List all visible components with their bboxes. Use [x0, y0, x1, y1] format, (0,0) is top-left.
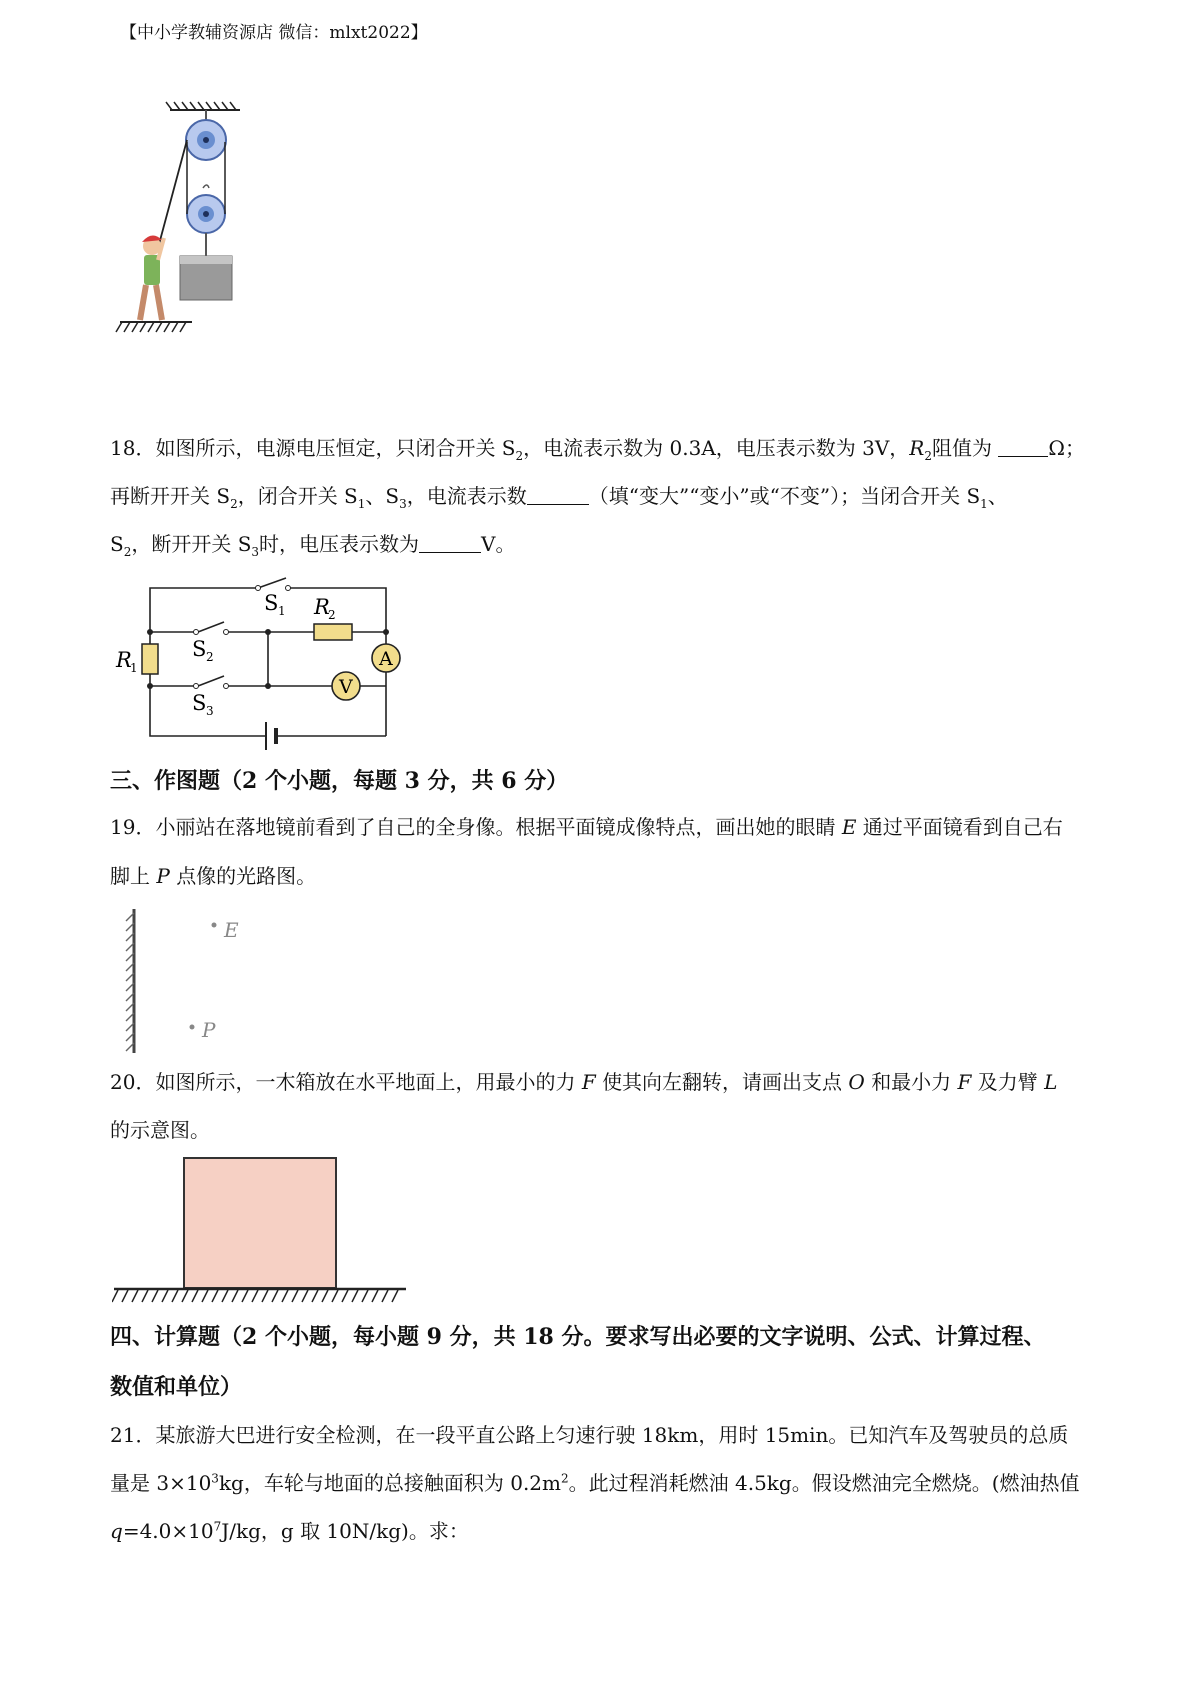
q18-line-2: 再断开开关 $S_2$，闭合开关 $S_1$、$S_3$，电流表示数 （填“变大”“变小”或“不变”）；当闭合开关 $S_1$、 [110, 484, 1008, 511]
q20-line-2: 的示意图。 [110, 1118, 210, 1142]
voltmeter-label: V [339, 676, 353, 698]
pulley-figure [108, 96, 268, 346]
s3-label: S [192, 691, 207, 715]
svg-text:2: 2 [206, 650, 214, 664]
s2-label: S [192, 637, 207, 661]
svg-text:2: 2 [328, 608, 336, 622]
q19-line-2: 脚上 P 点像的光路图。 [110, 864, 317, 888]
q21-line-3: $q=4.0\times 10^7J/kg$，g 取 10N/kg)。求： [110, 1519, 469, 1543]
point-e [212, 923, 217, 928]
svg-text:1: 1 [130, 661, 138, 675]
ammeter-label: A [379, 648, 393, 670]
q21-line-2: 量是 $3\times 10^3kg$，车轮与地面的总接触面积为 $0.2m^2$。此过程消耗燃油 4.5kg。假设燃油完全燃烧。(燃油热值 [110, 1471, 1080, 1495]
circuit-diagram [108, 576, 428, 751]
wooden-box [184, 1158, 336, 1288]
q18-line-3: $S_2$，断开开关 $S_3$时，电压表示数为 V。 [110, 532, 516, 559]
resistor-r1 [142, 644, 158, 674]
resistor-r2 [314, 624, 352, 640]
r1-label: R [116, 648, 132, 672]
point-p [190, 1025, 195, 1030]
q21-line-1: 21．某旅游大巴进行安全检测，在一段平直公路上匀速行驶 18km，用时 15min。已知汽车及驾驶员的总质 [110, 1423, 1069, 1447]
s1-label: S [264, 591, 279, 615]
r2-label: R [314, 595, 330, 619]
box-figure [112, 1156, 412, 1308]
mirror-figure [118, 905, 258, 1057]
page-header: 【中小学教辅资源店 微信：mlxt2022】 [120, 23, 428, 43]
section-3-heading: 三、作图题（2 个小题，每题 3 分，共 6 分） [110, 768, 569, 794]
section-4-heading-line-2: 数值和单位） [110, 1374, 243, 1400]
q20-line-1: 20．如图所示，一木箱放在水平地面上，用最小的力 F 使其向左翻转，请画出支点 O 和最小力 F 及力臂 L [110, 1070, 1058, 1094]
q19-line-1: 19．小丽站在落地镜前看到了自己的全身像。根据平面镜成像特点，画出她的眼睛 E 通过平面镜看到自己右 [110, 815, 1063, 839]
point-p-label: P [202, 1018, 216, 1042]
svg-text:1: 1 [278, 604, 286, 618]
section-4-heading-line-1: 四、计算题（2 个小题，每小题 9 分，共 18 分。要求写出必要的文字说明、公式、计算过程、 [110, 1324, 1046, 1350]
point-e-label: E [224, 918, 239, 942]
svg-text:3: 3 [206, 704, 214, 718]
q18-line-1: 18．如图所示，电源电压恒定，只闭合开关 $S_2$，电流表示数为 0.3A，电压表示数为 3V，$R_2$阻值为 Ω； [110, 436, 1085, 463]
